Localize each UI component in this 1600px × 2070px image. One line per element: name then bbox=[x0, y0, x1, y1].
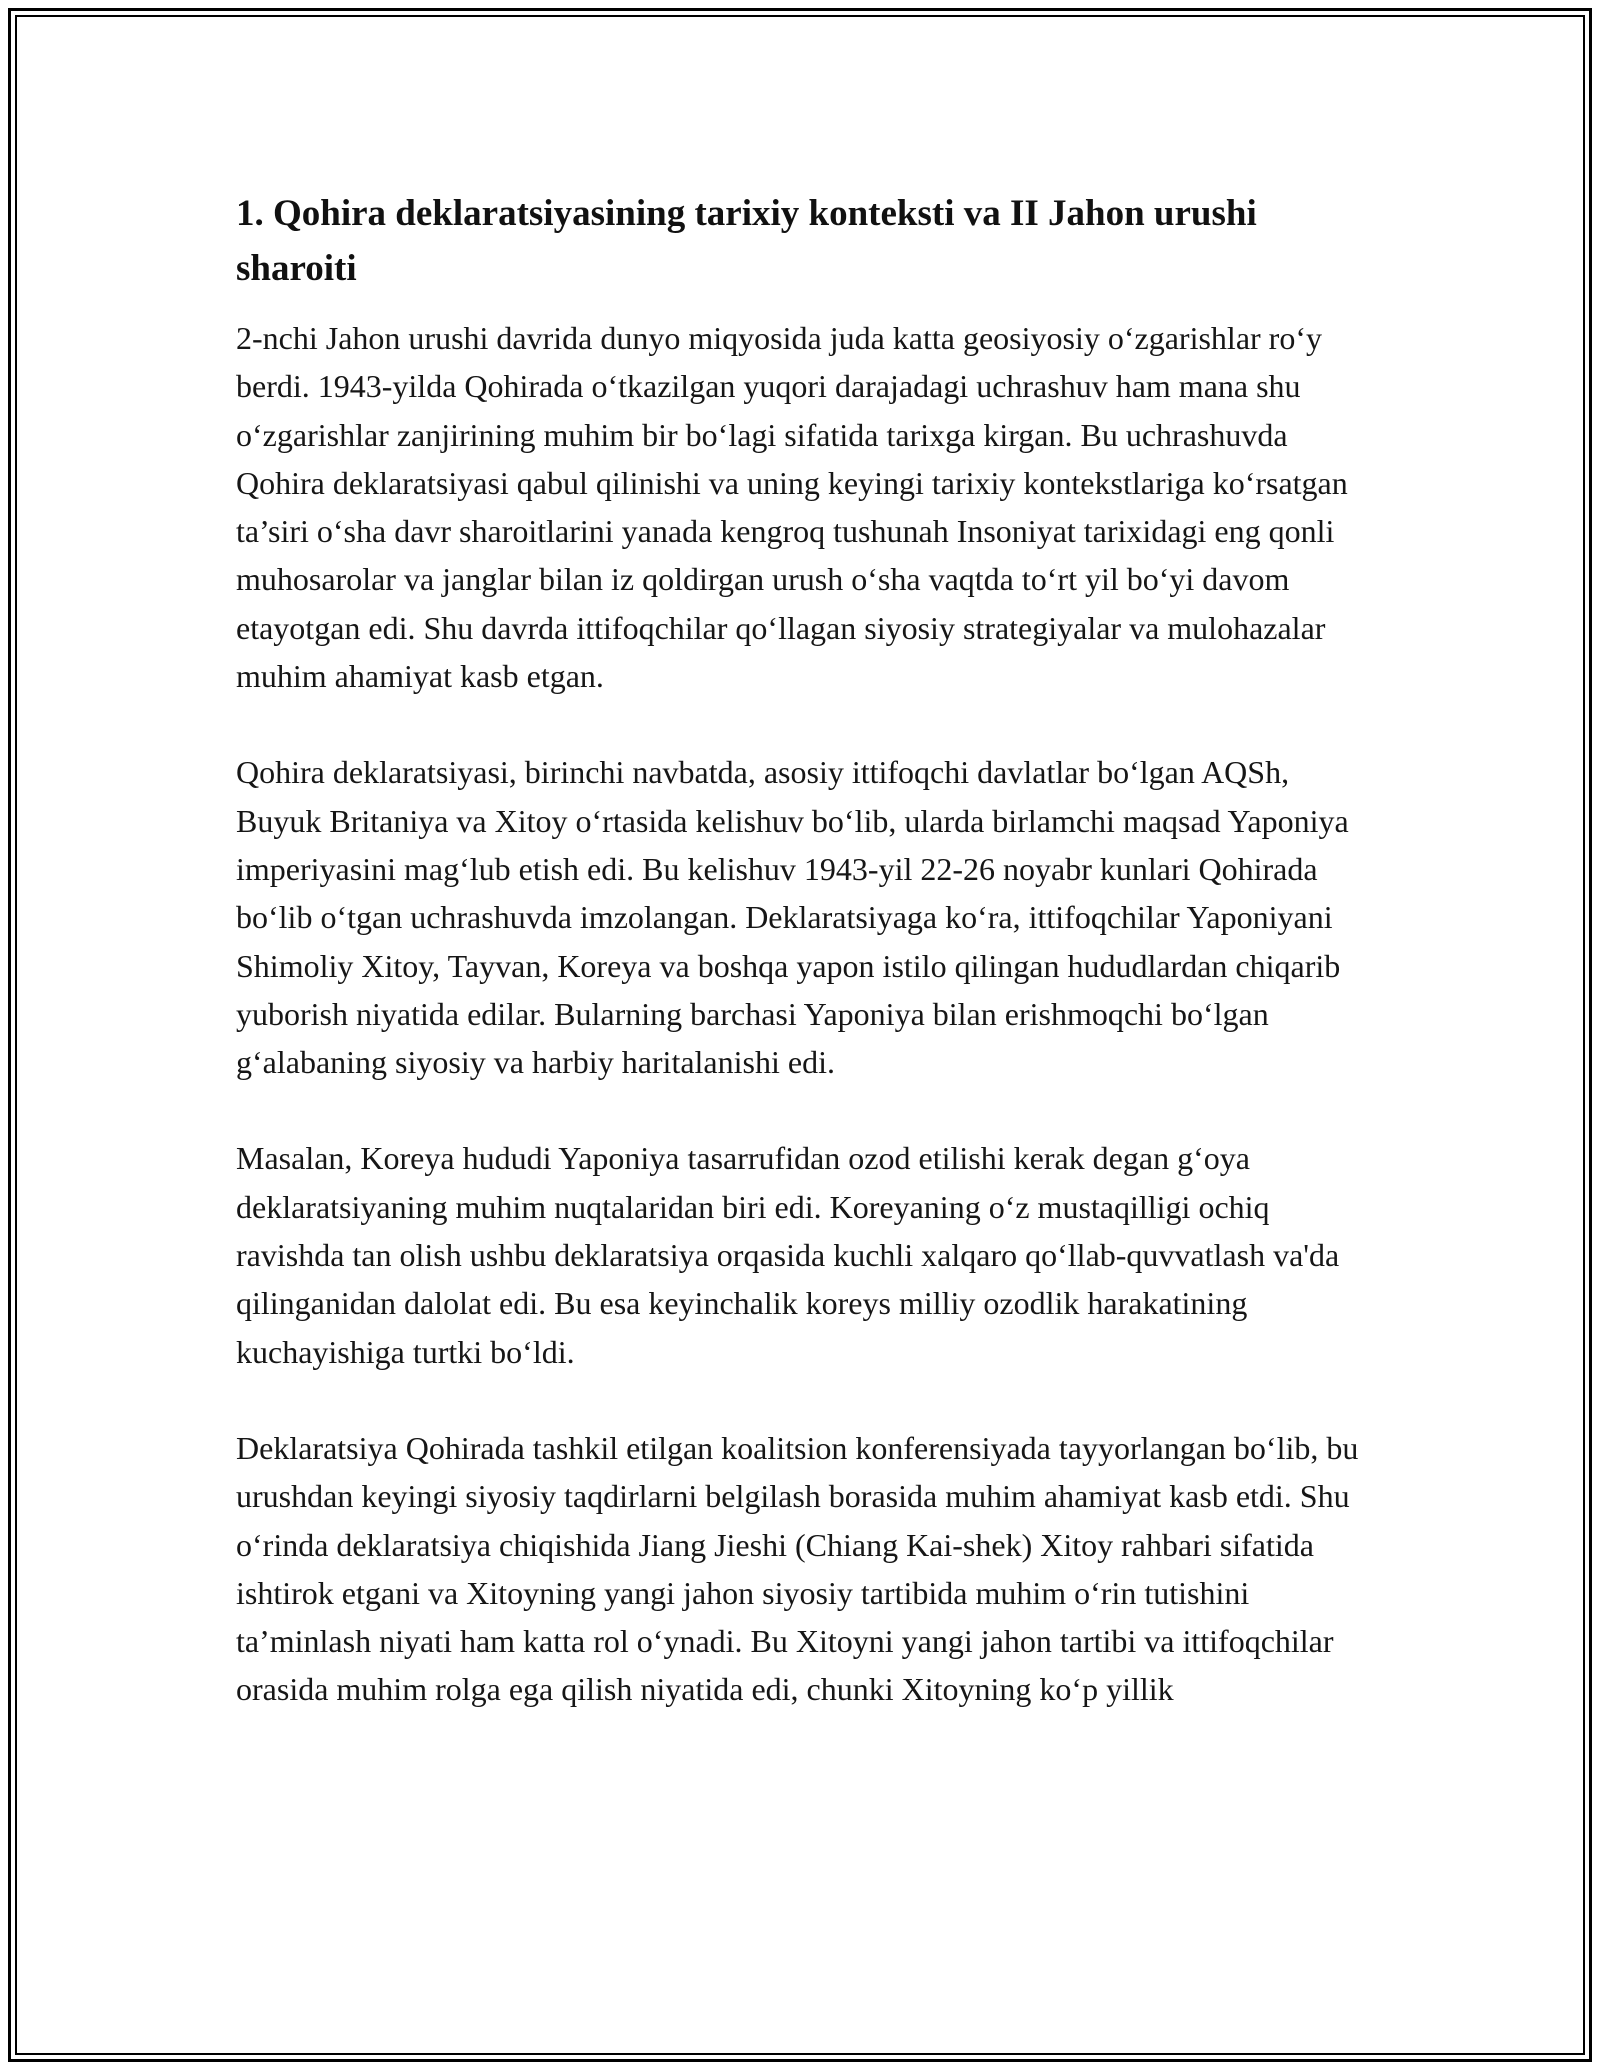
document-body bbox=[236, 186, 1366, 1762]
paragraph-1: 2-nchi Jahon urushi davrida dunyo miqyosida juda katta geosiyosiy o‘zgarishlar ro‘y berdi. 1943-yilda Qohirada o‘tkazilgan yuqori darajadagi uchrashuv ham mana shu o‘zgarishlar zanjirining muhim bir bo‘lagi sifatida tarixga kirgan. Bu uchrashuvda Qohira deklaratsiyasi qabul qilinishi va uning keyingi tarixiy kontekstlariga ko‘rsatgan ta’siri o‘sha davr sharoitlarini yanada kengroq tushunah Insoniyat tarixidagi eng qonli muhosarolar va janglar bilan iz qoldirgan urush o‘sha vaqtda to‘rt yil bo‘yi davom etayotgan edi. Shu davrda ittifoqchilar qo‘llagan siyosiy strategiyalar va mulohazalar muhim ahamiyat kasb etgan. bbox=[236, 320, 1348, 695]
paragraph-2: Qohira deklaratsiyasi, birinchi navbatda, asosiy ittifoqchi davlatlar bo‘lgan AQSh, Buyuk Britaniya va Xitoy o‘rtasida kelishuv bo‘lib, ularda birlamchi maqsad Yaponiya imperiyasini mag‘lub etish edi. Bu kelishuv 1943-yil 22-26 noyabr kunlari Qohirada bo‘lib o‘tgan uchrashuvda imzolangan. Deklaratsiyaga ko‘ra, ittifoqchilar Yaponiyani Shimoliy Xitoy, Tayvan, Koreya va boshqa yapon istilo qilingan hududlardan chiqarib yuborish niyatida edilar. Bularning barchasi Yaponiya bilan erishmoqchi bo‘lgan g‘alabaning siyosiy va harbiy haritalanishi edi. bbox=[236, 754, 1349, 1081]
section-heading: 1. Qohira deklaratsiyasining tarixiy konteksti va II Jahon urushi sharoiti bbox=[236, 193, 1257, 289]
paragraph-3: Masalan, Koreya hududi Yaponiya tasarrufidan ozod etilishi kerak degan g‘oya deklaratsiyaning muhim nuqtalaridan biri edi. Koreyaning o‘z mustaqilligi ochiq ravishda tan olish ushbu deklaratsiya orqasida kuchli xalqaro qo‘llab-quvvatlash va'da qilinganidan dalolat edi. Bu esa keyinchalik koreys milliy ozodlik harakatining kuchayishiga turtki bo‘ldi. bbox=[236, 1140, 1340, 1370]
paragraph-4: Deklaratsiya Qohirada tashkil etilgan koalitsion konferensiyada tayyorlangan bo‘lib, bu urushdan keyingi siyosiy taqdirlarni belgilash borasida muhim ahamiyat kasb etdi. Shu o‘rinda deklaratsiya chiqishida Jiang Jieshi (Chiang Kai-shek) Xitoy rahbari sifatida ishtirok etgani va Xitoyning yangi jahon siyosiy tartibida muhim o‘rin tutishini ta’minlash niyati ham katta rol o‘ynadi. Bu Xitoyni yangi jahon tartibi va ittifoqchilar orasida muhim rolga ega qilish niyatida edi, chunki Xitoyning ko‘p yillik bbox=[236, 1429, 1359, 1708]
